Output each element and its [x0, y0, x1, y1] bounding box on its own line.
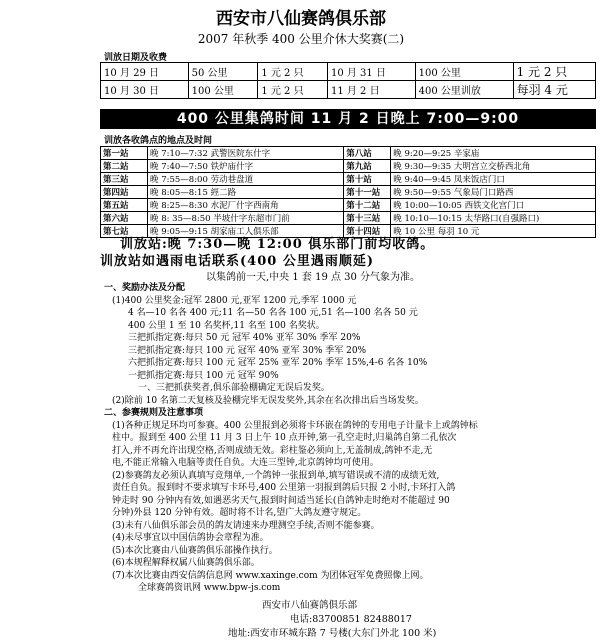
- rule-line: 一、奖励办法及分配: [104, 283, 186, 293]
- station-row: [101, 199, 596, 212]
- station-row: [101, 186, 596, 199]
- rule-line: 六把抓指定赛:每只 100 元 冠军 25% 亚军 20% 季军 15%,4-6 名各 10%: [128, 358, 428, 368]
- page-subtitle: 2007 年秋季 400 公里介休大奖赛(二): [197, 32, 405, 46]
- station-detail: 晚 9:40—9:45 凤来饭店门口: [391, 173, 596, 186]
- station-section-label: 训放各收鸽点的地点及时间: [104, 136, 213, 146]
- release-cell: 1 元 2 只: [513, 63, 595, 81]
- station-row: [101, 160, 596, 173]
- rule-line: (2)参赛鸽友必须认真填写竞翔单,一个鸽钟一张报到单,填写错误或不清的成绩无效,: [112, 470, 440, 481]
- footer-address: 地址:西安市环城东路 7 号楼(大东门外北 100 米): [228, 628, 437, 639]
- station-detail: 晚 7:10—7:32 武警医院东什字: [148, 147, 344, 160]
- release-cell: 400 公里训放: [415, 81, 513, 99]
- release-cell: 100 公里: [415, 63, 513, 81]
- notice-line-2: 训放站如遇雨电话联系(400 公里遇雨顺延): [100, 254, 374, 269]
- station-number: 第十一站: [344, 186, 391, 199]
- station-number: 第二站: [101, 160, 148, 173]
- station-detail: 晚 9:20—9:25 辛家庙: [391, 147, 596, 160]
- rule-line: 分钟)外县 120 分钟有效。超时将不计名,望广大鸽友遵守规定。: [112, 508, 367, 518]
- station-number: 第九站: [344, 160, 391, 173]
- rule-line: (1)各种正规足环均可参赛。400 公里报到必须将卡环嵌在鸽钟的专用电子计量卡上或鸽钟标: [112, 420, 478, 431]
- rules-section: [98, 282, 598, 595]
- station-number: 第十三站: [344, 212, 391, 225]
- rule-line: (2)除前 10 名第二天复核及验棚完毕无误发奖外,其余在名次排出后当场发奖。: [112, 395, 424, 406]
- footer-org: 西安市八仙赛鸽俱乐部: [262, 600, 358, 611]
- release-cell: 10 月 29 日: [101, 63, 189, 81]
- rule-line: 全球赛鸽资讯网 www.bpw-js.com: [138, 583, 281, 593]
- collect-time-banner: 400 公里集鸽时间 11 月 2 日晚上 7:00—9:00: [100, 109, 596, 129]
- rule-line: 打入,并不再允许出现空格,否则成绩无效。彩柱鉴必须向上,无盖制成,鸽钟不走,无: [112, 445, 433, 456]
- station-number: 第一站: [101, 147, 148, 160]
- station-detail: 晚 7:55—8:00 劳动巷盘道: [148, 173, 344, 186]
- station-number: 第六站: [101, 212, 148, 225]
- rule-line: 柱中。报到至 400 公里 11 月 3 日上午 10 点开钟,第一孔空走时,归巢鸽自第二孔依次: [112, 433, 457, 443]
- station-number: 第四站: [101, 186, 148, 199]
- rule-line: 二、参赛规则及注意事项: [104, 408, 204, 418]
- rule-line: 责任自负。报到时不要求填写卡环号,400 公里第一羽报到鸽后只报 2 小时,卡环打入鸽: [112, 483, 456, 493]
- release-cell: 100 公里: [188, 81, 258, 99]
- notice-line-3: 以集鸽前一天,中央 1 套 19 点 30 分气象为准。: [206, 272, 421, 283]
- station-number: 第八站: [344, 147, 391, 160]
- release-cell: 1 元 2 只: [258, 63, 328, 81]
- release-section-label: 训放日期及收费: [104, 53, 168, 63]
- station-row: [101, 212, 596, 225]
- rule-line: (6)本规程解释权属八仙赛鸽俱乐部。: [112, 558, 260, 568]
- rule-line: (3)未有八仙俱乐部会员的鸽友请速来办理测空手续,否则不能参赛。: [112, 520, 380, 531]
- station-number: 第十站: [344, 173, 391, 186]
- release-cell: 1 元 2 只: [258, 81, 328, 99]
- station-detail: 晚 7:40—7:50 铁炉庙什字: [148, 160, 344, 173]
- station-detail: 晚 10 公里 每羽 10 元: [391, 225, 596, 238]
- station-detail: 晚 8:05—8:15 經二路: [148, 186, 344, 199]
- station-row: [101, 173, 596, 186]
- rule-line: 电,不能正常输入电脑等责任自负。大连三型钟,北京鸽钟均可使用。: [112, 458, 379, 468]
- station-number: 第十二站: [344, 199, 391, 212]
- rule-line: 三把抓指定赛:每只 50 元 冠军 40% 亚军 30% 季军 20%: [128, 333, 361, 343]
- notice-line-1: 训放站:晚 7:30—晚 12:00 俱乐部门前均收鸽。: [120, 237, 435, 252]
- rule-line: (4)未尽事宜以中国信鸽协会章程为准。: [112, 533, 269, 543]
- station-number: 第三站: [101, 173, 148, 186]
- release-cell: 11 月 2 日: [327, 81, 415, 99]
- release-cell: 50 公里: [188, 63, 258, 81]
- rule-line: (1)400 公里奖金:冠军 2800 元,亚军 1200 元,季军 1000 元: [112, 295, 357, 306]
- rule-line: 400 公里 1 至 10 名奖杯,11 名至 100 名奖状。: [128, 320, 325, 331]
- station-number: 第七站: [101, 225, 148, 238]
- station-number: 第十四站: [344, 225, 391, 238]
- release-cell: 10 月 30 日: [101, 81, 189, 99]
- release-cell: 10 月 31 日: [327, 63, 415, 81]
- footer-phone: 电话:83700851 82488017: [290, 614, 412, 625]
- station-number: 第五站: [101, 199, 148, 212]
- rule-line: 4 名—10 名各 400 元;11 名—50 名各 100 元,51 名—100 名各 50 元: [128, 308, 418, 318]
- rule-line: 三把抓指定赛:每只 100 元 冠军 40% 亚军 30% 季军 20%: [128, 345, 367, 356]
- rule-line: (5)本次比赛由八仙赛鸽俱乐部操作执行。: [112, 545, 278, 556]
- station-detail: 晚 10:10—10:15 太华路口(自强路口): [391, 212, 596, 225]
- station-row: [101, 147, 596, 160]
- release-schedule-table: [100, 62, 596, 99]
- station-detail: 晚 9:50—9:55 气象局门口路西: [391, 186, 596, 199]
- station-table: [100, 146, 596, 238]
- rule-line: 钟走时 90 分钟内有效,如遇恶劣天气,报到时间适当延长(自鸽钟走时绝对不能超过 90: [112, 495, 450, 506]
- station-detail: 晚 8: 35—8:50 半坡什字东超市门前: [148, 212, 344, 225]
- rule-line: (7)本次比赛由西安信鸽信息网 www.xaxinge.com 为团体冠军免费照像上网。: [112, 570, 429, 581]
- release-row: [101, 63, 596, 81]
- rule-line: 一、三把抓获奖者,俱乐部验棚确定无误后发奖。: [138, 383, 330, 393]
- rule-line: 一把抓指定赛:每只 100 元 冠军 90%: [128, 370, 279, 381]
- release-row: [101, 81, 596, 99]
- release-cell: 每羽 4 元: [513, 81, 595, 99]
- station-detail: 晚 9:30—9:35 大明宫立交桥西北角: [391, 160, 596, 173]
- station-detail: 晚 9:05—9:15 胡家庙工人俱乐部: [148, 225, 344, 238]
- station-detail: 晚 8:25—8:30 水泥厂什字西南角: [148, 199, 344, 212]
- station-detail: 晚 10:00—10:05 西铁文化宫门口: [391, 199, 596, 212]
- page-title: 西安市八仙赛鸽俱乐部: [216, 9, 386, 29]
